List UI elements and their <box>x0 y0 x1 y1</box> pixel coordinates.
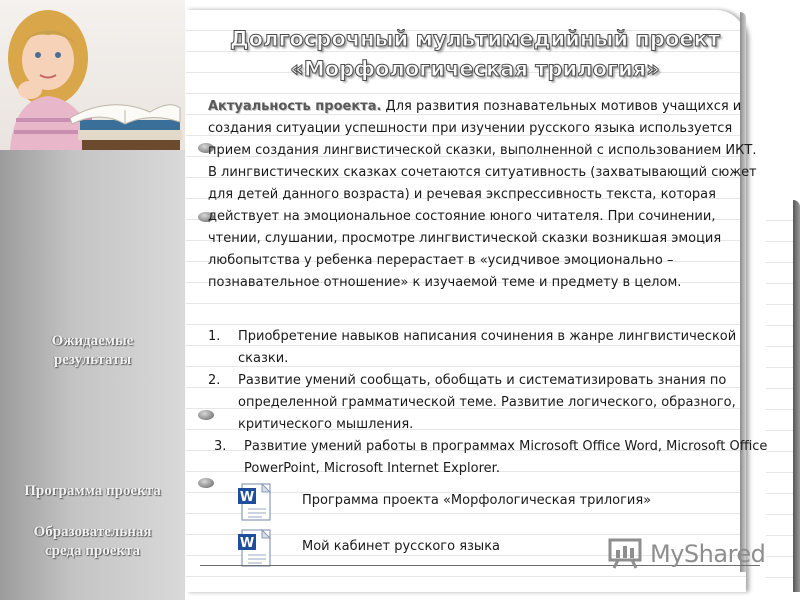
title-line: «Морфологическая трилогия» <box>290 57 660 81</box>
list-item <box>214 436 772 480</box>
sidebar-item-label: Образовательная <box>33 524 152 540</box>
girl-with-books-illustration <box>0 0 185 150</box>
list-item <box>208 370 772 436</box>
word-document-icon[interactable] <box>236 482 274 522</box>
document-link-label[interactable]: Мой кабинет русского языка <box>302 539 501 554</box>
back-page-edge <box>793 200 800 592</box>
page-title <box>210 24 740 84</box>
presentation-board-icon <box>606 536 646 570</box>
list-text: Развитие умений работы в программах Microsoft Office Word, Microsoft Office PowerPoint, Microsoft Internet Explorer. <box>244 439 768 476</box>
relevance-paragraph <box>208 96 764 294</box>
sidebar <box>0 0 185 600</box>
myshared-watermark <box>606 536 766 570</box>
relevance-heading: Актуальность проекта. <box>208 99 382 114</box>
list-number: 1. <box>208 329 221 344</box>
document-link-label[interactable]: Программа проекта «Морфологическая трилогия» <box>302 493 652 508</box>
list-number: 2. <box>208 373 221 388</box>
sidebar-item-expected-results[interactable] <box>0 332 185 370</box>
watermark-text: MyShared <box>650 540 766 568</box>
header-photo <box>0 0 185 150</box>
list-item <box>208 326 772 370</box>
word-icon-letter: W <box>239 536 255 551</box>
list-text: Развитие умений сообщать, обобщать и систематизировать знания по определенной грамматической теме. Развитие логического, образного, критического мышления. <box>238 373 736 432</box>
sidebar-item-educational-environment[interactable] <box>0 523 185 561</box>
relevance-text: Для развития познавательных мотивов учащихся и создания ситуации успешности при изучении русского языка используется прием создания лингвистической сказки, выполненной с использованием ИКТ. В лингвистических сказках сочетаются ситуативность (захватывающий сюжет для детей данного возраста) и речевая экспрессивность текста, которая действует на эмоциональное состояние юного читателя. При сочинении, чтении, слушании, просмотре лингвистической сказки возникшая эмоция любопытства у ребенка перерастает в «усидчивое эмоционально – познавательное отношение» к изучаемой теме и предмету в целом. <box>208 99 757 290</box>
list-text: Приобретение навыков написания сочинения в жанре лингвистической сказки. <box>238 329 737 366</box>
document-link-program[interactable] <box>236 482 756 522</box>
word-document-icon[interactable] <box>236 528 274 568</box>
sidebar-item-label: среда проекта <box>44 543 141 559</box>
word-icon-letter: W <box>239 490 255 505</box>
title-line: Долгосрочный мультимедийный проект <box>229 27 721 51</box>
sidebar-item-label: Программа проекта <box>24 483 161 499</box>
sidebar-item-label: Ожидаемые <box>51 333 134 349</box>
sidebar-item-project-program[interactable] <box>0 482 185 501</box>
sidebar-item-label: результаты <box>53 352 132 368</box>
results-list <box>208 326 772 480</box>
list-number: 3. <box>214 439 227 454</box>
